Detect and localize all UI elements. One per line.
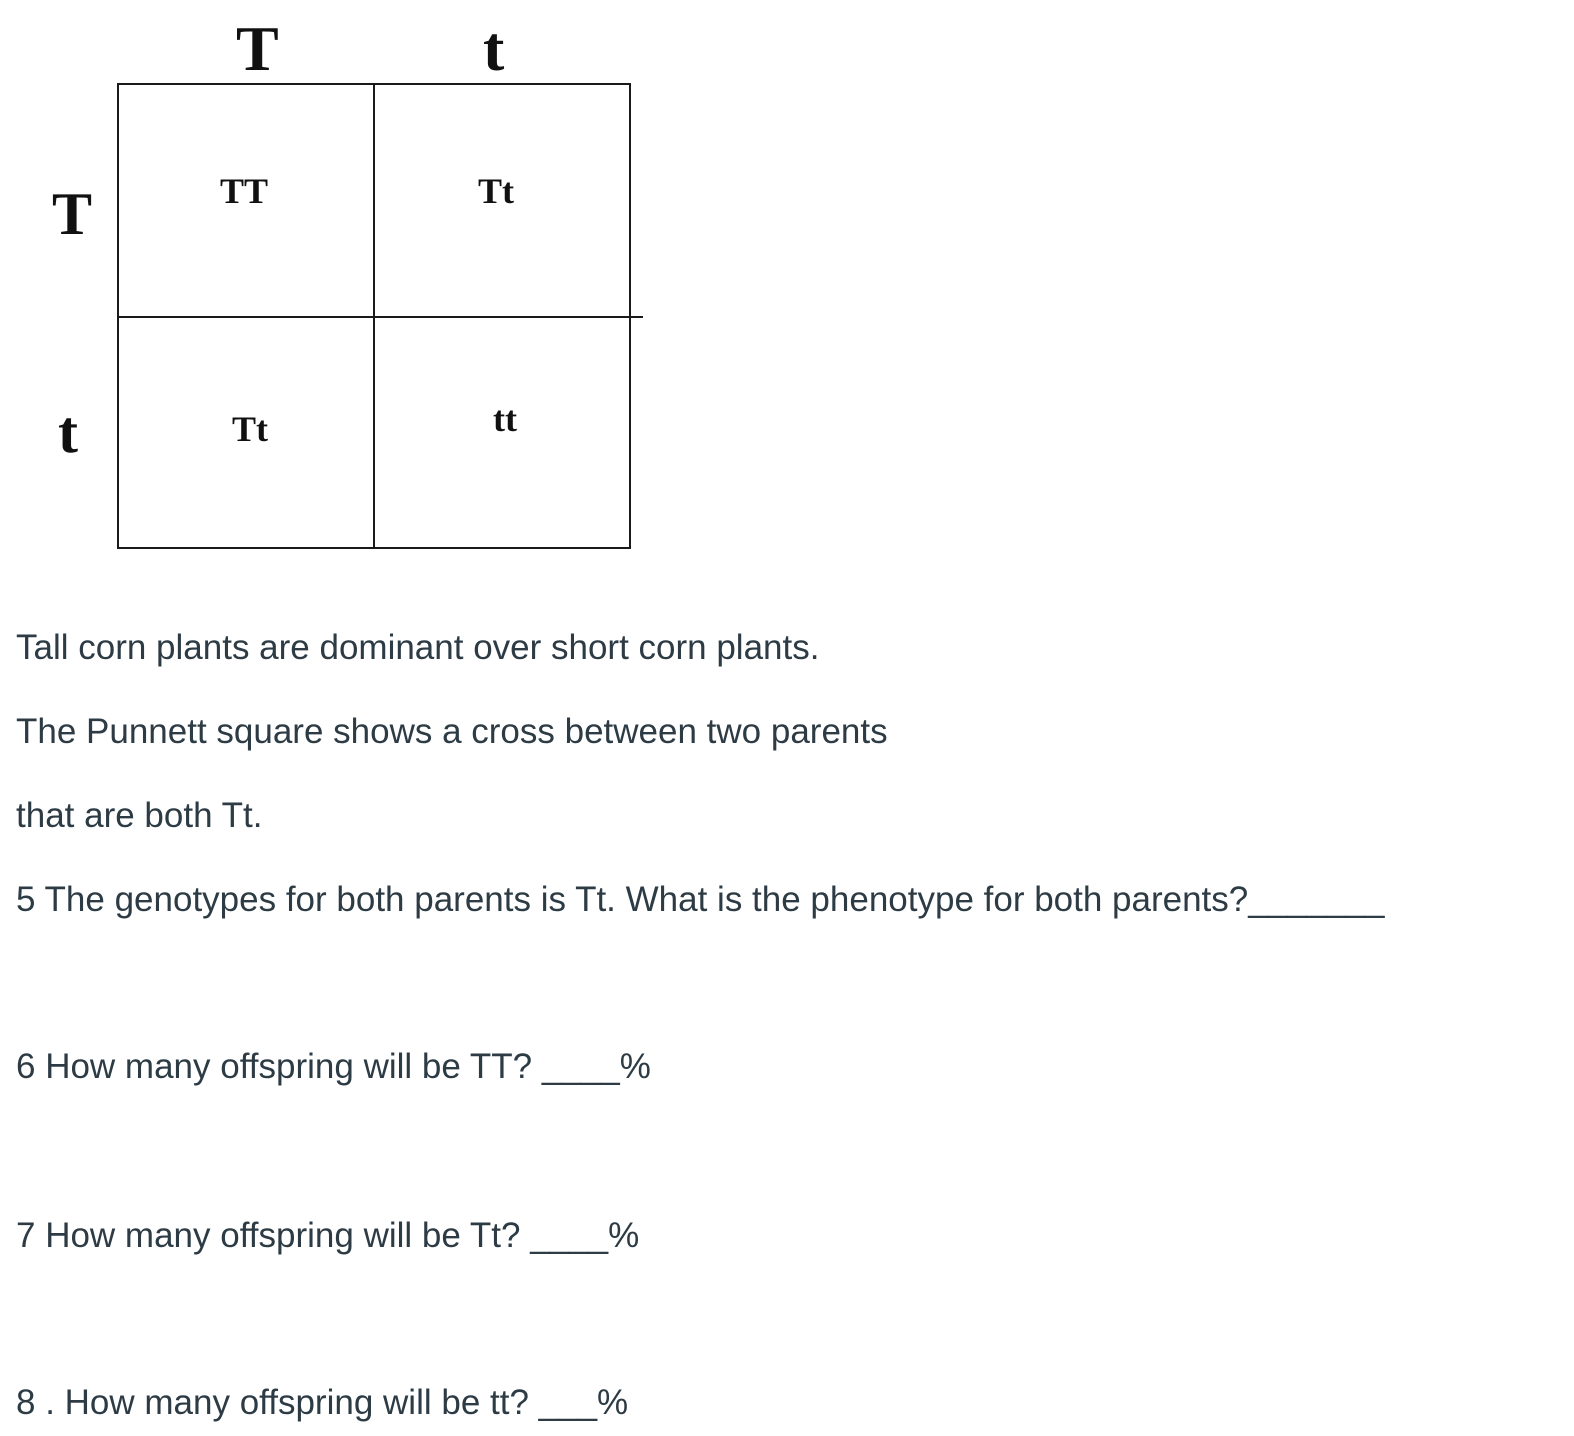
column-allele-2: t	[483, 13, 505, 84]
row-allele-2: t	[58, 399, 78, 465]
column-allele-1: T	[236, 13, 279, 84]
question-6: 6 How many offspring will be TT? ____%	[16, 1047, 651, 1086]
cell-bottom-right: tt	[493, 399, 517, 439]
cell-top-left: TT	[220, 171, 269, 211]
question-7: 7 How many offspring will be Tt? ____%	[16, 1216, 640, 1255]
intro-line-2: The Punnett square shows a cross between two parents	[16, 712, 888, 751]
grid-horizontal-divider	[117, 316, 643, 318]
intro-line-3: that are both Tt.	[16, 796, 263, 835]
row-allele-1: T	[52, 181, 93, 247]
cell-top-right: Tt	[478, 171, 514, 211]
question-5: 5 The genotypes for both parents is Tt. What is the phenotype for both parents?_______	[16, 880, 1385, 919]
intro-line-1: Tall corn plants are dominant over short corn plants.	[16, 628, 820, 667]
cell-bottom-left: Tt	[232, 409, 268, 449]
question-8: 8 . How many offspring will be tt? ___%	[16, 1383, 629, 1422]
